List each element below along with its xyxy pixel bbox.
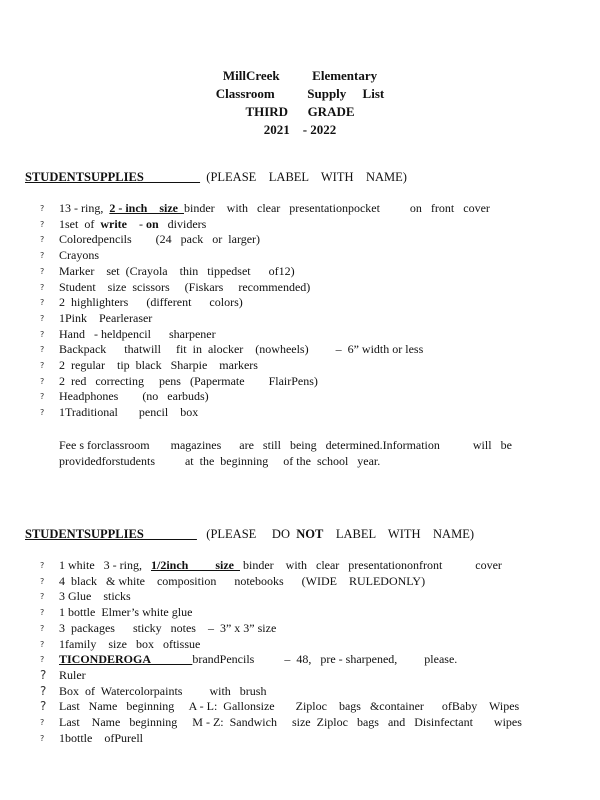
bullet-icon: ?: [40, 266, 45, 276]
document-title: [0, 67, 600, 139]
bullet-icon: ?: [40, 204, 45, 213]
list-item: [25, 405, 580, 421]
list-item: [25, 248, 580, 264]
list-item-text: TICONDEROGA: [59, 652, 193, 667]
bullet-icon: ?: [40, 392, 45, 402]
list-item: [25, 311, 580, 327]
bullet-icon: ?: [40, 683, 47, 698]
list-item-text: 1/2inch size: [151, 558, 240, 572]
list-item-text: 1 white 3 - ring,: [59, 558, 151, 572]
list-item-text: 2 highlighters (different colors): [59, 295, 243, 310]
bullet-icon: ?: [40, 361, 45, 371]
bullet-icon: ?: [40, 298, 45, 308]
section-list-labeled: [25, 201, 580, 421]
list-item-text: 3 packages sticky notes – 3” x 3” size: [59, 620, 277, 635]
bullet-icon: ?: [40, 733, 45, 743]
section-heading-title: STUDENTSUPPLIES: [25, 170, 201, 184]
bullet-icon: ?: [40, 313, 45, 323]
list-item: [25, 699, 580, 715]
list-item: [25, 731, 580, 747]
title-year: 2021 - 2022: [263, 122, 337, 137]
list-item: [25, 684, 580, 700]
bullet-icon: ?: [40, 718, 45, 728]
list-item-text: Coloredpencils (24 pack or larger): [59, 232, 261, 247]
list-item-text: on: [145, 216, 159, 231]
fees-note-line: Fee s forclassroom magazines are still being determined.Information will be: [59, 438, 512, 452]
list-item: [25, 389, 580, 405]
bullet-icon: ?: [40, 576, 45, 586]
section-heading-instruction: (PLEASE DO: [196, 527, 297, 541]
list-item-text: Last Name beginning M - Z: Sandwich size Ziploc bags and Disinfectant wipes: [59, 715, 522, 730]
list-item-text: Headphones (no earbuds): [59, 389, 209, 404]
list-item-text: binder with clear presentationonfront cover: [240, 558, 502, 572]
section-heading-instruction: (PLEASE LABEL WITH NAME): [200, 170, 407, 184]
list-item: [25, 280, 580, 296]
bullet-icon: ?: [40, 408, 45, 418]
list-item: [25, 342, 580, 358]
section-heading: [25, 169, 580, 185]
list-item: [25, 217, 580, 233]
list-item-text: 1family size box oftissue: [59, 636, 201, 651]
list-item-text: 1Traditional pencil box: [59, 405, 199, 420]
list-item-text: brandPencils – 48, pre - sharpened, please.: [192, 652, 458, 667]
list-item-text: 2 red correcting pens (Papermate FlairPens): [59, 373, 318, 388]
bullet-icon: ?: [40, 623, 45, 633]
bullet-icon: ?: [40, 592, 45, 602]
list-item-text: 1bottle ofPurell: [59, 730, 143, 745]
bullet-icon: ?: [40, 561, 45, 570]
list-item-text: dividers: [158, 216, 207, 231]
bullet-icon: ?: [40, 251, 45, 261]
bullet-icon: ?: [40, 235, 45, 245]
list-item-text: binder with clear presentationpocket on front cover: [184, 201, 490, 215]
supply-list: [25, 558, 580, 746]
section-unlabeled-supplies: [25, 526, 580, 542]
list-item-text: 4 black & white composition notebooks (WIDE RULEDONLY): [59, 573, 426, 588]
list-item-text: -: [126, 216, 146, 231]
bullet-icon: ?: [40, 667, 47, 682]
list-item: [25, 589, 580, 605]
section-list-unlabeled: [25, 558, 580, 746]
bullet-icon: ?: [40, 329, 45, 339]
list-item-text: Student size scissors (Fiskars recommended): [59, 279, 311, 294]
title-school: MillCreek Elementary: [222, 68, 378, 83]
list-item-text: Hand - heldpencil sharpener: [59, 326, 216, 341]
list-item: [25, 232, 580, 248]
bullet-icon: ?: [40, 608, 45, 618]
list-item-text: 3 Glue sticks: [59, 589, 131, 604]
list-item-text: 13 - ring,: [59, 201, 110, 215]
list-item: [25, 358, 580, 374]
list-item: [25, 668, 580, 684]
section-label-supplies: [25, 169, 580, 185]
bullet-icon: ?: [40, 699, 47, 714]
list-item-text: 1set of: [59, 216, 101, 231]
list-item: [25, 264, 580, 280]
list-item: [25, 374, 580, 390]
list-item-text: Backpack thatwill fit in alocker (nowheels) – 6” width or less: [59, 342, 424, 357]
list-item-text: Marker set (Crayola thin tippedset of12): [59, 263, 295, 278]
bullet-icon: ?: [40, 639, 45, 649]
list-item-text: 1Pink Pearleraser: [59, 310, 153, 325]
supply-list: [25, 201, 580, 421]
list-item-text: Crayons: [59, 248, 99, 263]
section-heading-title: STUDENTSUPPLIES: [25, 527, 197, 541]
list-item: [25, 652, 580, 668]
list-item-text: Box of Watercolorpaints with brush: [59, 683, 267, 698]
section-heading-instruction-tail: LABEL WITH NAME): [323, 527, 474, 541]
section-heading-not: NOT: [296, 527, 324, 541]
list-item-text: Ruler: [59, 667, 86, 682]
bullet-icon: ?: [40, 282, 45, 292]
fees-note: [59, 437, 519, 469]
list-item: [25, 637, 580, 653]
list-item-text: 1 bottle Elmer’s white glue: [59, 605, 193, 620]
list-item-text: Last Name beginning A - L: Gallonsize Ziploc bags &container ofBaby Wipes: [59, 699, 520, 714]
list-item: [25, 558, 580, 574]
list-item: [25, 715, 580, 731]
list-item: [25, 605, 580, 621]
list-item: [25, 574, 580, 590]
fees-note-line: providedforstudents at the beginning of the school year.: [59, 454, 381, 468]
bullet-icon: ?: [40, 376, 45, 386]
section-heading: [25, 526, 580, 542]
list-item: [25, 295, 580, 311]
list-item-text: 2 regular tip black Sharpie markers: [59, 358, 258, 373]
list-item: [25, 201, 580, 217]
list-item: [25, 621, 580, 637]
list-item-text: write: [100, 216, 127, 231]
title-grade: THIRD GRADE: [245, 104, 355, 119]
bullet-icon: ?: [40, 219, 45, 229]
bullet-icon: ?: [40, 345, 45, 355]
bullet-icon: ?: [40, 655, 45, 665]
list-item-text: 2 - inch size: [109, 201, 184, 215]
list-item: [25, 327, 580, 343]
title-list: Classroom Supply List: [215, 86, 385, 101]
